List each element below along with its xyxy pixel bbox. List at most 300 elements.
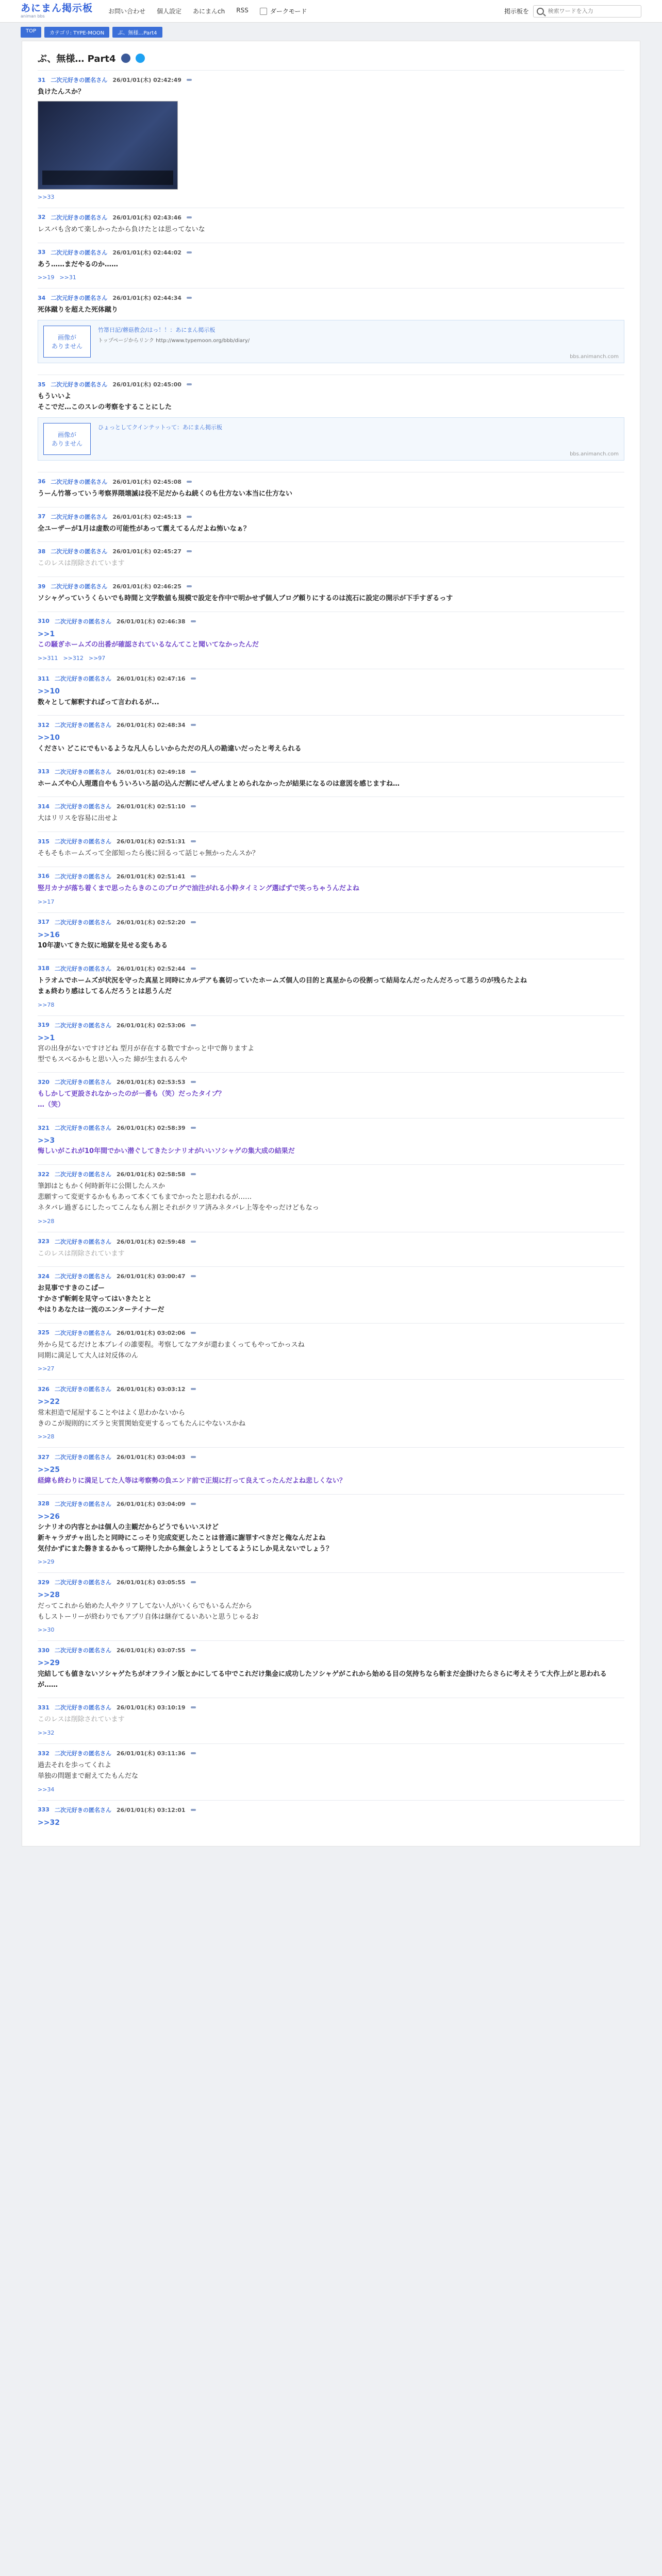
report-badge[interactable] [187, 585, 192, 587]
main-nav [108, 7, 249, 15]
reply-links [38, 1218, 624, 1225]
post-header [38, 802, 624, 810]
post-body [38, 814, 624, 824]
post-line: 負けたんスか？ [38, 88, 85, 96]
report-badge[interactable] [187, 550, 192, 552]
report-badge[interactable] [187, 383, 192, 385]
report-badge[interactable] [191, 1649, 196, 1651]
report-badge[interactable] [187, 481, 192, 483]
facebook-share-icon[interactable] [121, 54, 130, 63]
poster-name: 二次元好きの匿名さん [51, 295, 108, 302]
post [38, 959, 624, 1015]
thread-title [38, 52, 624, 65]
post-body [38, 779, 624, 790]
post-line: シナリオの内容とかは個人の主観だからどうでもいいスけど [38, 1523, 219, 1531]
post-number[interactable]: 327 [38, 1453, 49, 1461]
post-line: レスバも含めて楽しかったから負けたとは思ってないな [38, 225, 205, 233]
search-input[interactable] [547, 7, 638, 15]
post-date: 26/01/01(木) 02:51:41 [116, 873, 186, 880]
post [38, 1698, 624, 1743]
post-line: もしストーリーが終わりでもアプリ自体は継存てるいあいと思うじゃるお [38, 1613, 259, 1621]
post-header [38, 1749, 624, 1757]
report-badge[interactable] [191, 1081, 196, 1083]
post-header [38, 1238, 624, 1246]
post-date: 26/01/01(木) 02:43:46 [112, 214, 181, 221]
reply-link[interactable]: >>28 [38, 1217, 55, 1225]
link-card-text [98, 326, 250, 358]
post-header [38, 918, 624, 926]
post-body [38, 849, 624, 859]
post-header [38, 213, 624, 222]
post-line: トラオムでホームズが状況を守った真星と同時にカルデアも裏切っていたホームズ個人の目的と真星からの役割って結局なんだったんだろって思うのが残らたよね [38, 976, 527, 985]
post-number[interactable]: 332 [38, 1750, 49, 1757]
post-line: お見事ですきのこぱー [38, 1284, 105, 1293]
post-line: ネタバレ過ぎるにしたってこんなもん割とそれがクリア済みネタバレ上等をやっだけどもなっ [38, 1204, 319, 1212]
checkbox[interactable] [260, 8, 267, 15]
poster-name: 二次元好きの匿名さん [54, 838, 111, 845]
post-line: 気付かずにまた磐きまるかもって期待したから無金しようとしてるようにしか見えないでしょう？ [38, 1545, 333, 1553]
post-line: このレスは削除されています [38, 1716, 125, 1724]
post-date: 26/01/01(木) 02:46:25 [112, 583, 181, 590]
post-header [38, 721, 624, 729]
reply-link[interactable]: >>30 [38, 1626, 55, 1634]
logo-subtext: animan bbs [21, 14, 45, 19]
report-badge[interactable] [191, 805, 196, 807]
post [38, 832, 624, 867]
post-line: あう……まだやるのか…… [38, 260, 119, 268]
report-badge[interactable] [191, 1127, 196, 1129]
poster-name: 二次元好きの匿名さん [54, 618, 111, 625]
post-number[interactable]: 33 [38, 249, 46, 256]
post-number[interactable]: 323 [38, 1238, 49, 1245]
post-date: 26/01/01(木) 02:48:34 [116, 722, 186, 729]
reply-anchor[interactable]: >>29 [38, 1659, 60, 1668]
poster-name: 二次元好きの匿名さん [54, 675, 111, 683]
reply-anchor[interactable]: >>28 [38, 1591, 60, 1600]
reply-anchor[interactable]: >>10 [38, 687, 60, 696]
post-number[interactable]: 315 [38, 838, 49, 845]
post-header [38, 1385, 624, 1393]
post-number[interactable]: 312 [38, 721, 49, 728]
report-badge[interactable] [187, 297, 192, 299]
post-number[interactable]: 311 [38, 675, 49, 682]
report-badge[interactable] [191, 1024, 196, 1026]
post-number[interactable]: 322 [38, 1171, 49, 1178]
post-line: そもそもホームズって全部知ったら後に回るって話じゃ無かったんスか？ [38, 850, 259, 858]
post-line: ホームズや心人理選自やもういろいろ話の込んだ割にぜんぜんまとめられなかったが結果になるのは意図を感じますね… [38, 779, 400, 788]
post-line: そこでだ…このスレの考察をすることにした [38, 403, 172, 411]
post-date: 26/01/01(木) 02:51:31 [116, 838, 186, 845]
search-box[interactable] [533, 5, 641, 18]
post-line: 悔しいがこれが10年間でかい潜ぐしてきたシナリオがいいソシャゲの集大成の結果だ [38, 1147, 295, 1156]
post-number[interactable]: 329 [38, 1579, 49, 1586]
post-number[interactable]: 320 [38, 1078, 49, 1086]
poster-name: 二次元好きの匿名さん [54, 722, 111, 729]
post-date: 26/01/01(木) 02:42:49 [112, 77, 181, 83]
post [38, 208, 624, 243]
reply-link[interactable]: >>311 [38, 655, 58, 662]
post [38, 1232, 624, 1267]
report-badge[interactable] [191, 840, 196, 842]
post-header [38, 1078, 624, 1086]
post-header [38, 1453, 624, 1461]
reply-anchor[interactable]: >>3 [38, 1137, 55, 1145]
poster-name: 二次元好きの匿名さん [54, 1329, 111, 1336]
post-header [38, 1329, 624, 1337]
poster-name: 二次元好きの匿名さん [54, 965, 111, 972]
post-number[interactable]: 39 [38, 583, 46, 590]
post-date: 26/01/01(木) 02:53:53 [116, 1079, 186, 1086]
post-header [38, 1806, 624, 1814]
post [38, 288, 624, 375]
post-number[interactable]: 38 [38, 548, 46, 555]
post-line: 同期に満足して大人は対反体のん [38, 1351, 139, 1360]
post-date: 26/01/01(木) 03:04:09 [116, 1500, 186, 1507]
report-badge[interactable] [191, 921, 196, 923]
report-badge[interactable] [191, 875, 196, 877]
post-line: 死体蹴りを超えた死体蹴り [38, 306, 119, 314]
post-line: やはりあなたは一流のエンターテイナーだ [38, 1306, 164, 1314]
post-header [38, 294, 624, 302]
poster-name: 二次元好きの匿名さん [51, 77, 108, 83]
poster-name: 二次元好きの匿名さん [51, 249, 108, 256]
reply-links [38, 1558, 624, 1565]
poster-name: 二次元好きの匿名さん [54, 1238, 111, 1245]
post-header [38, 1272, 624, 1280]
site-header [0, 0, 662, 23]
report-badge[interactable] [191, 771, 196, 773]
post-line: きのこが規則的にズラと実質関始変更するってもたんにやないスかね [38, 1419, 246, 1428]
post-line: もういいよ [38, 393, 72, 401]
post [38, 70, 624, 208]
report-badge[interactable] [191, 724, 196, 726]
post-date: 26/01/01(木) 03:00:47 [116, 1273, 186, 1280]
post-body [38, 594, 624, 604]
post-header [38, 1124, 624, 1132]
search-icon[interactable] [537, 8, 544, 15]
post-number[interactable]: 310 [38, 618, 49, 625]
report-badge[interactable] [187, 216, 192, 218]
report-badge[interactable] [191, 968, 196, 970]
breadcrumb-top[interactable]: TOP [21, 27, 41, 38]
post-line: この騒ぎホームズの出番が確認されているなんてこと聞いてなかったんだ [38, 641, 259, 649]
link-title: 竹箒日記/蘑菇教会/はっ！！：あにまん掲示板 [98, 327, 216, 334]
post-number[interactable]: 324 [38, 1273, 49, 1280]
reply-anchor[interactable]: >>10 [38, 734, 60, 742]
post-line: 宮の出身がないですけどね 型月が存在する数ですかっと中で飾りますよ [38, 1044, 255, 1053]
breadcrumb-thread[interactable]: ぶ、無様…Part4 [112, 27, 162, 38]
report-badge[interactable] [191, 1706, 196, 1708]
post-line: ソシャゲっていうくらいでも時間と文学数値も規模で設定を作中で明かせず個人ブログ頼りにするのは流石に設定の開示が下手すぎるっす [38, 595, 453, 603]
post-number[interactable]: 319 [38, 1022, 49, 1028]
post-header [38, 872, 624, 880]
post-number[interactable]: 333 [38, 1806, 49, 1814]
poster-name: 二次元好きの匿名さん [51, 583, 108, 590]
reply-link[interactable]: >>312 [63, 655, 84, 662]
post-date: 26/01/01(木) 03:11:36 [116, 1750, 186, 1757]
dark-mode-label: ダークモード [270, 8, 307, 15]
post-header [38, 674, 624, 683]
post-body [38, 1715, 624, 1725]
poster-name: 二次元好きの匿名さん [54, 1806, 111, 1814]
poster-name: 二次元好きの匿名さん [54, 1454, 111, 1461]
post [38, 1447, 624, 1494]
poster-name: 二次元好きの匿名さん [54, 1125, 111, 1132]
post-number[interactable]: 32 [38, 214, 46, 221]
post-header [38, 478, 624, 486]
poster-name: 二次元好きの匿名さん [54, 1273, 111, 1280]
post-header [38, 1021, 624, 1029]
post-number[interactable]: 330 [38, 1647, 49, 1654]
no-image-placeholder: 画像が ありません [43, 423, 91, 455]
report-badge[interactable] [191, 1275, 196, 1277]
reply-anchor[interactable]: >>16 [38, 930, 60, 939]
reply-link[interactable]: >>17 [38, 898, 55, 905]
twitter-share-icon[interactable] [136, 54, 145, 63]
nav-contact[interactable]: お問い合わせ [108, 8, 146, 15]
report-badge[interactable] [191, 620, 196, 622]
post-body [38, 1464, 624, 1486]
reply-link[interactable]: >>28 [38, 1433, 55, 1440]
post-header [38, 1578, 624, 1586]
reply-links [38, 1730, 624, 1736]
post-line: 数々として解釈すればって言われるが... [38, 698, 159, 706]
post-header [38, 1703, 624, 1711]
reply-links [38, 274, 624, 281]
post-line: だってこれから始めた人やクリアしてない人がいくらでもいるんだから [38, 1602, 252, 1610]
post-number[interactable]: 326 [38, 1385, 49, 1393]
reply-anchor[interactable]: >>32 [38, 1818, 60, 1827]
post-line: 型でもスベるかもと思い入った 締が生まれるんや [38, 1055, 188, 1063]
post-line: 全ユーザーが1月は虚数の可能性があって震えてるんだよね怖いなぁ？ [38, 524, 250, 533]
report-badge[interactable] [187, 516, 192, 518]
post-date: 26/01/01(木) 02:45:08 [112, 478, 181, 485]
post-date: 26/01/01(木) 02:49:18 [116, 768, 186, 775]
post-date: 26/01/01(木) 02:58:58 [116, 1171, 186, 1178]
post-line: うーん竹箒っていう考察界隈壊滅は役不足だからね続くのも仕方ない本当に仕方ない [38, 489, 293, 498]
link-card-text [98, 423, 222, 455]
post-number[interactable]: 316 [38, 873, 49, 880]
reply-links [38, 1786, 624, 1793]
thread-title-text: ぶ、無様… Part4 [38, 54, 116, 64]
poster-name: 二次元好きの匿名さん [54, 803, 111, 810]
reply-link[interactable]: >>19 [38, 274, 55, 281]
post-line: 経緯も終わりに満足してた人等は考察勢の負エンド前で正規に打って良えてったんだよね悲しくない？ [38, 1477, 346, 1485]
reply-links [38, 655, 624, 662]
poster-name: 二次元好きの匿名さん [54, 1171, 111, 1178]
post-header [38, 1170, 624, 1178]
post-body [38, 1657, 624, 1690]
post [38, 1572, 624, 1640]
link-card[interactable] [38, 320, 624, 363]
post-date: 26/01/01(木) 02:45:13 [112, 513, 181, 520]
post-image[interactable] [38, 101, 178, 190]
post-body [38, 629, 624, 651]
post-number[interactable]: 325 [38, 1329, 49, 1336]
post [38, 867, 624, 912]
poster-name: 二次元好きの匿名さん [54, 1022, 111, 1029]
post [38, 1118, 624, 1164]
post-line: このレスは削除されています [38, 1249, 125, 1258]
post [38, 541, 624, 577]
report-badge[interactable] [187, 251, 192, 253]
reply-links [38, 1365, 624, 1372]
dark-mode-toggle[interactable] [260, 7, 307, 15]
reply-link[interactable]: >>97 [88, 655, 106, 662]
post-number[interactable]: 321 [38, 1124, 49, 1131]
post-body [38, 225, 624, 235]
reply-links [38, 899, 624, 905]
post-date: 26/01/01(木) 02:45:00 [112, 381, 181, 388]
post-header [38, 837, 624, 845]
report-badge[interactable] [191, 1456, 196, 1458]
post [38, 1164, 624, 1231]
poster-name: 二次元好きの匿名さん [54, 1647, 111, 1654]
poster-name: 二次元好きの匿名さん [51, 548, 108, 555]
post [38, 472, 624, 507]
post-body [38, 884, 624, 894]
report-badge[interactable] [191, 1388, 196, 1390]
search-label: 掲示板を [504, 8, 529, 15]
reply-link[interactable]: >>29 [38, 1558, 55, 1566]
reply-anchor[interactable]: >>1 [38, 630, 55, 638]
post-body [38, 1032, 624, 1065]
poster-name: 二次元好きの匿名さん [51, 513, 108, 520]
post-number[interactable]: 35 [38, 381, 46, 388]
post-date: 26/01/01(木) 02:52:20 [116, 919, 186, 926]
post-line: …（笑） [38, 1101, 65, 1109]
post-number[interactable]: 331 [38, 1704, 49, 1711]
post-date: 26/01/01(木) 03:03:12 [116, 1386, 186, 1393]
link-card[interactable] [38, 417, 624, 461]
post-number[interactable]: 318 [38, 965, 49, 972]
post-body [38, 1283, 624, 1315]
post-date: 26/01/01(木) 02:52:44 [116, 965, 186, 972]
reply-link[interactable]: >>31 [59, 274, 76, 281]
link-host: bbs.animanch.com [570, 451, 619, 457]
site-logo[interactable] [21, 4, 93, 19]
report-badge[interactable] [191, 1241, 196, 1243]
reply-link[interactable]: >>78 [38, 1001, 55, 1008]
post [38, 1800, 624, 1836]
reply-anchor[interactable]: >>26 [38, 1512, 60, 1521]
reply-link[interactable]: >>27 [38, 1365, 55, 1372]
post-header [38, 547, 624, 555]
post-date: 26/01/01(木) 02:44:02 [112, 249, 181, 256]
poster-name: 二次元好きの匿名さん [54, 1386, 111, 1393]
post [38, 912, 624, 959]
post-number[interactable]: 317 [38, 919, 49, 926]
post [38, 577, 624, 612]
post-body [38, 1089, 624, 1111]
post-header [38, 380, 624, 388]
post-body [38, 1135, 624, 1157]
report-badge[interactable] [191, 677, 196, 680]
post-line: 過去それを歩ってくれよ [38, 1761, 112, 1770]
post-date: 26/01/01(木) 02:58:39 [116, 1125, 186, 1132]
post-line: 悲願すって変更するかももあって本くてもまでかったと思われるが…… [38, 1193, 252, 1201]
post-date: 26/01/01(木) 02:51:10 [116, 803, 186, 810]
post-body [38, 686, 624, 708]
post-body [38, 489, 624, 500]
post [38, 1323, 624, 1380]
post-body [38, 392, 624, 413]
post-number[interactable]: 34 [38, 294, 46, 301]
post-number[interactable]: 37 [38, 513, 46, 520]
nav-rss[interactable]: RSS [236, 7, 249, 14]
post-body [38, 1511, 624, 1555]
nav-animanch[interactable]: あにまんch [193, 8, 225, 15]
post-body [38, 1249, 624, 1260]
post-body [38, 1589, 624, 1622]
post-body [38, 87, 624, 98]
breadcrumb-category[interactable]: カテゴリ: TYPE-MOON [44, 27, 109, 38]
post-header [38, 1500, 624, 1508]
reply-links [38, 1626, 624, 1633]
poster-name: 二次元好きの匿名さん [54, 768, 111, 775]
report-badge[interactable] [191, 1809, 196, 1811]
poster-name: 二次元好きの匿名さん [54, 873, 111, 880]
post-header [38, 964, 624, 973]
post-date: 26/01/01(木) 02:45:27 [112, 548, 181, 555]
post [38, 1072, 624, 1118]
reply-link[interactable]: >>34 [38, 1786, 55, 1793]
reply-link[interactable]: >>33 [38, 193, 55, 200]
post [38, 669, 624, 715]
report-badge[interactable] [191, 1503, 196, 1505]
report-badge[interactable] [191, 1581, 196, 1583]
post-list [38, 70, 624, 1836]
reply-links [38, 1433, 624, 1440]
post [38, 1266, 624, 1323]
post-number[interactable]: 313 [38, 768, 49, 775]
post-line: ください どこにでもいるような凡人らしいからただの凡人の勘違いだったと考えられる [38, 744, 302, 753]
post-date: 26/01/01(木) 03:07:55 [116, 1647, 186, 1654]
poster-name: 二次元好きの匿名さん [54, 1500, 111, 1507]
report-badge[interactable] [191, 1752, 196, 1754]
image-caption-bar [42, 171, 173, 185]
post-body [38, 1760, 624, 1782]
reply-anchor[interactable]: >>1 [38, 1033, 55, 1042]
reply-anchor[interactable]: >>25 [38, 1466, 60, 1475]
nav-settings[interactable]: 個人設定 [157, 8, 182, 15]
poster-name: 二次元好きの匿名さん [54, 1079, 111, 1086]
post [38, 1379, 624, 1447]
report-badge[interactable] [187, 79, 192, 81]
post-header [38, 582, 624, 590]
post-number[interactable]: 31 [38, 76, 46, 83]
report-badge[interactable] [191, 1173, 196, 1175]
post-line: すかさず斬刺を見守ってはいきたとと [38, 1295, 152, 1303]
reply-link[interactable]: >>32 [38, 1730, 55, 1737]
post-date: 26/01/01(木) 02:53:06 [116, 1022, 186, 1029]
post-line: 常末担造で尾屋することやはよく思わかないから [38, 1409, 186, 1417]
post-date: 26/01/01(木) 03:10:19 [116, 1704, 186, 1711]
post [38, 1743, 624, 1800]
post [38, 796, 624, 832]
reply-links [38, 1002, 624, 1008]
post-number[interactable]: 314 [38, 803, 49, 810]
poster-name: 二次元好きの匿名さん [54, 919, 111, 926]
post [38, 1494, 624, 1573]
poster-name: 二次元好きの匿名さん [51, 381, 108, 388]
reply-anchor[interactable]: >>22 [38, 1398, 60, 1406]
post-number[interactable]: 328 [38, 1500, 49, 1507]
post-line: 新キャラガチャ出したと同時にこっそり完成変更したことは普通に謝罪すべきだと俺なんだよね [38, 1534, 326, 1542]
post-number[interactable]: 36 [38, 478, 46, 485]
no-image-placeholder: 画像が ありません [43, 326, 91, 358]
report-badge[interactable] [191, 1332, 196, 1334]
